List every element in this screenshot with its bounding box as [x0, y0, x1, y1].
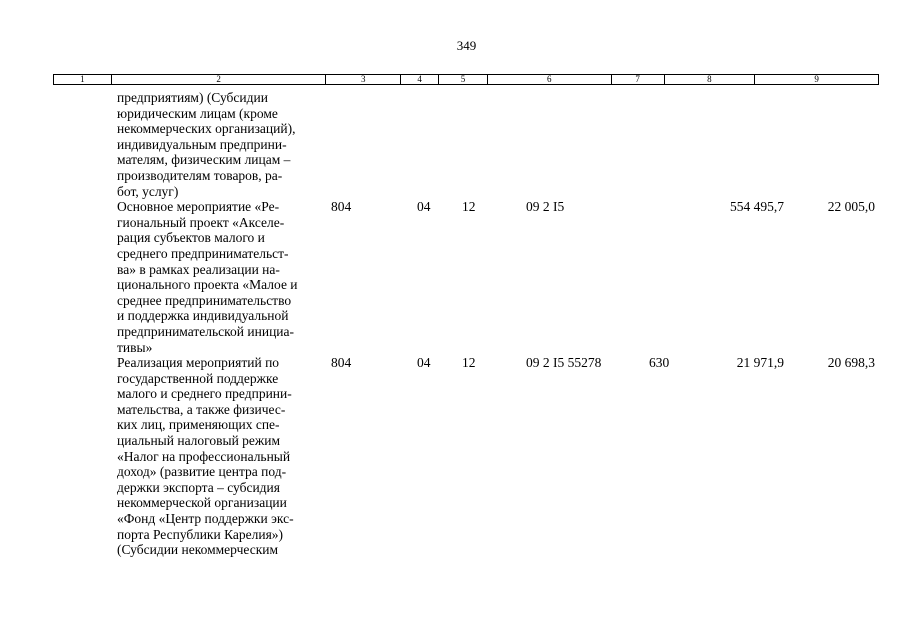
row-col-8: 554 495,7 [730, 199, 784, 215]
row-name: предприятиям) (Субсидии юридическим лицам (кроме некоммерческих организаций), индивидуальным предприни- мателям, физическим лицам – производителям товаров, ра- бот, услуг) [117, 90, 296, 199]
row-col-5: 12 [462, 199, 476, 215]
row-col-3: 804 [331, 355, 352, 371]
table-header [53, 74, 879, 85]
row-name: Реализация мероприятий по государственной поддержке малого и среднего предприни- мательства, а также физичес- ких лиц, применяющих спе- циальный налоговый режим «Налог на профессиональный доход» (развитие центра под- держки экспорта – субсидия некоммерческой организации «Фонд «Центр поддержки экс- порта Республики Карелия») (Субсидии некоммерческим [117, 355, 294, 558]
header-col-5: 5 [439, 75, 488, 84]
row-col-5: 12 [462, 355, 476, 371]
table-row [0, 199, 905, 355]
header-col-8: 8 [665, 75, 756, 84]
header-col-4: 4 [401, 75, 439, 84]
row-col-9: 20 698,3 [827, 355, 875, 371]
table-row [0, 355, 905, 558]
row-col-3: 804 [331, 199, 352, 215]
table-body [0, 90, 905, 558]
header-col-9: 9 [814, 74, 819, 84]
header-col-3: 3 [326, 75, 401, 84]
header-col-1: 1 [54, 75, 112, 84]
header-col-2: 2 [112, 75, 326, 84]
header-col-6: 6 [488, 75, 612, 84]
header-col-7: 7 [612, 75, 665, 84]
row-col-9: 22 005,0 [827, 199, 875, 215]
row-col-6: 09 2 I5 55278 [526, 355, 602, 371]
row-col-4: 04 [417, 355, 431, 371]
row-col-8: 21 971,9 [736, 355, 784, 371]
table-row [0, 90, 905, 199]
row-name: Основное мероприятие «Ре- гиональный проект «Акселе- рация субъектов малого и среднего предпринимательст- ва» в рамках реализации на- ционального проекта «Малое и среднее предпринимательство и поддержка индивидуальной предпринимательской инициа- тивы» [117, 199, 298, 355]
row-col-6: 09 2 I5 [526, 199, 565, 215]
row-col-7: 630 [649, 355, 670, 371]
page-number: 349 [456, 38, 477, 53]
row-col-4: 04 [417, 199, 431, 215]
